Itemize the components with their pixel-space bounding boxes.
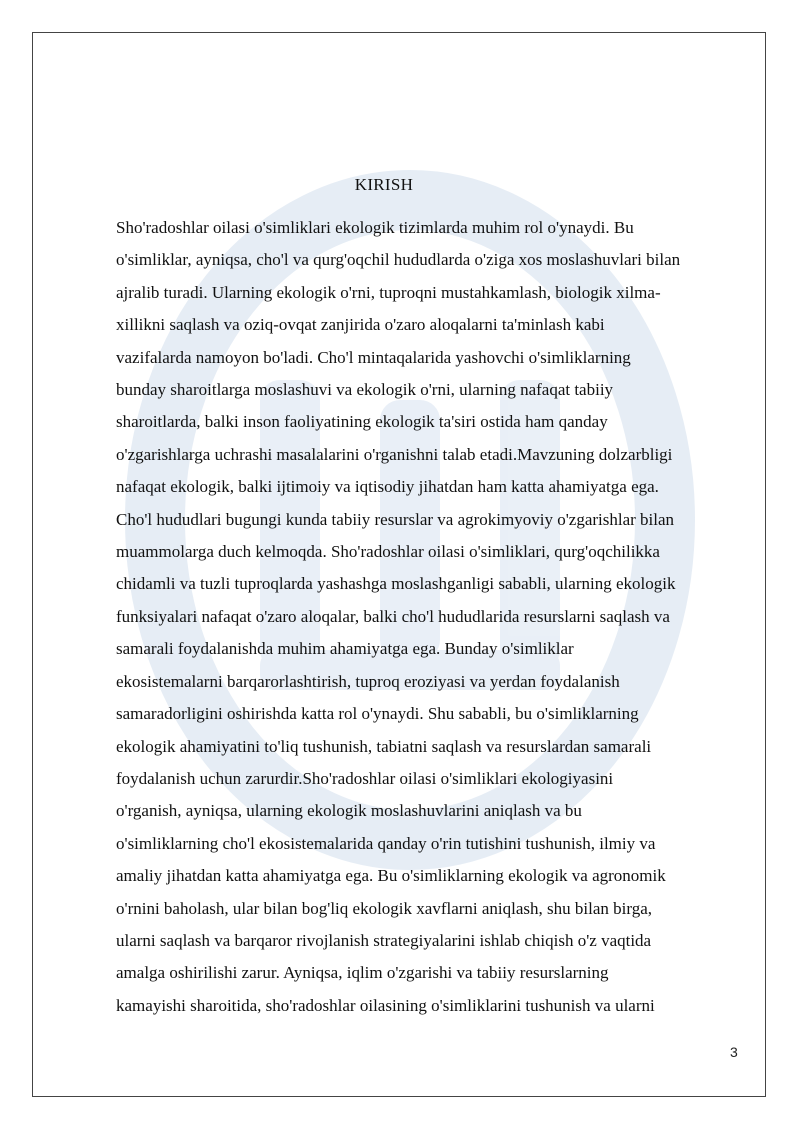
text-line: ekologik ahamiyatini to'liq tushunish, tabiatni saqlash va resurslardan samarali [116,736,652,756]
text-line: sharoitlarda, balki inson faoliyatining ekologik ta'siri ostida ham qanday [116,412,608,432]
text-line: ekosistemalarni barqarorlashtirish, tuproq eroziyasi va yerdan foydalanish [116,671,620,691]
text-line: Sho'radoshlar oilasi o'simliklari ekologik tizimlarda muhim rol o'ynaydi. Bu [116,218,634,237]
text-line: vazifalarda namoyon bo'ladi. Cho'l mintaqalarida yashovchi o'simliklarning [116,347,631,367]
text-line: samaradorligini oshirishda katta rol o'ynaydi. Shu sababli, bu o'simliklarning [116,704,639,724]
text-line: o'simliklarning cho'l ekosistemalarida qanday o'rin tutishini tushunish, ilmiy va [116,833,656,853]
text-line: kamayishi sharoitida, sho'radoshlar oilasining o'simliklarini tushunish va ularni [116,995,655,1015]
text-line: ularni saqlash va barqaror rivojlanish strategiyalarini ishlab chiqish o'z vaqtida [116,930,652,950]
body-paragraph [116,212,746,1022]
text-line: foydalanish uchun zarurdir.Sho'radoshlar oilasi o'simliklari ekologiyasini [116,768,614,788]
text-line: bunday sharoitlarga moslashuvi va ekologik o'rni, ularning nafaqat tabiiy [116,380,614,400]
text-line: chidamli va tuzli tuproqlarda yashashga moslashganligi sababli, ularning ekologik [116,574,676,594]
text-line: o'zgarishlarga uchrashi masalalarini o'rganishni talab etadi.Mavzuning dolzarbligi [116,444,673,464]
page-title: KIRISH [354,175,414,194]
text-line: ajralib turadi. Ularning ekologik o'rni, tuproqni mustahkamlash, biologik xilma- [116,282,661,302]
page-number: 3 [730,1044,738,1060]
text-line: nafaqat ekologik, balki ijtimoiy va iqtisodiy jihatdan ham katta ahamiyatga ega. [116,477,659,497]
text-line: funksiyalari nafaqat o'zaro aloqalar, balki cho'l hududlarida resurslarni saqlash va [116,606,670,626]
text-line: xillikni saqlash va oziq-ovqat zanjirida o'zaro aloqalarni ta'minlash kabi [116,315,605,335]
text-line: o'rganish, ayniqsa, ularning ekologik moslashuvlarini aniqlash va bu [116,801,582,821]
text-line: o'simliklar, ayniqsa, cho'l va qurg'oqchil hududlarda o'ziga xos moslashuvlari bilan [116,250,681,270]
text-line: amalga oshirilishi zarur. Ayniqsa, iqlim o'zgarishi va tabiiy resurslarning [116,963,609,983]
text-line: amaliy jihatdan katta ahamiyatga ega. Bu o'simliklarning ekologik va agronomik [116,866,666,886]
text-line: o'rnini baholash, ular bilan bog'liq ekologik xavflarni aniqlash, shu bilan birga, [116,898,653,918]
text-line: Cho'l hududlari bugungi kunda tabiiy resurslar va agrokimyoviy o'zgarishlar bilan [116,509,675,529]
text-line: muammolarga duch kelmoqda. Sho'radoshlar oilasi o'simliklari, qurg'oqchilikka [116,542,660,562]
text-line: samarali foydalanishda muhim ahamiyatga ega. Bunday o'simliklar [116,639,574,659]
